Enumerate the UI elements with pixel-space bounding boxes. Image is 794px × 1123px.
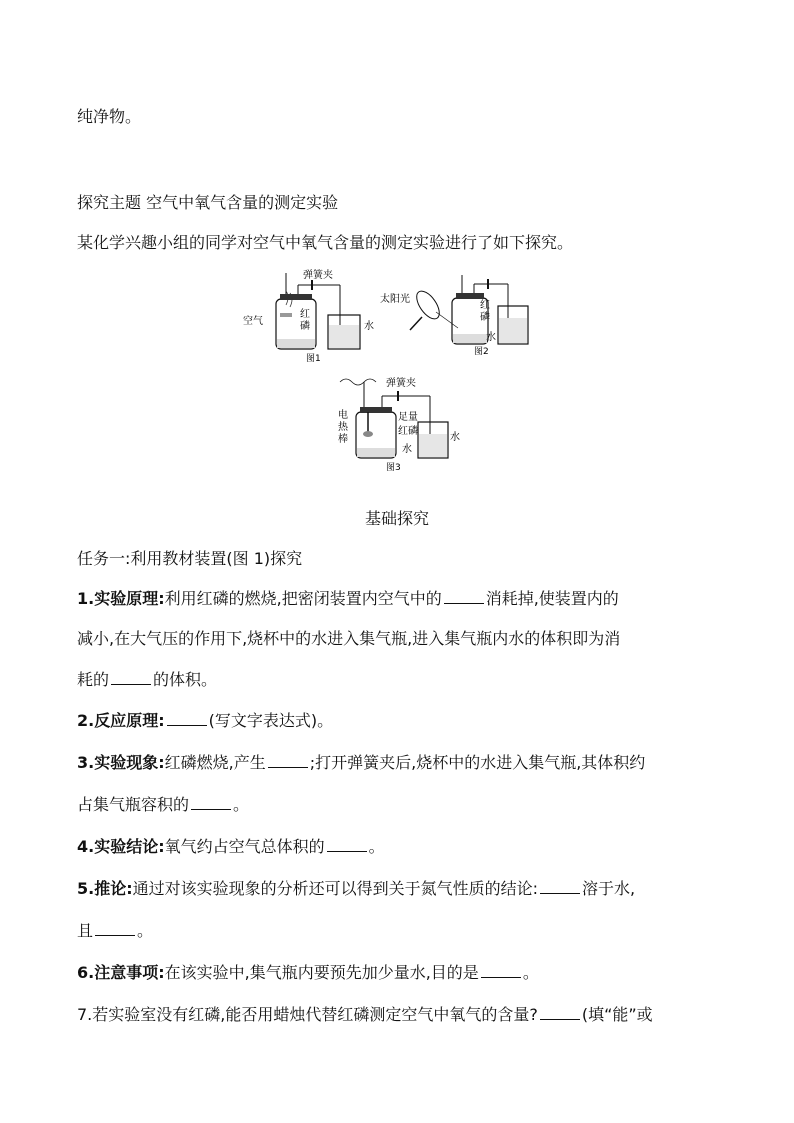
label-sun: 太阳光: [380, 294, 410, 305]
item-number: 5.: [77, 879, 95, 898]
figure-2-apparatus: [380, 270, 540, 365]
continued-text: 纯净物。: [77, 107, 142, 126]
item-1-line-3: [77, 667, 217, 690]
label-rod: 棒: [338, 434, 348, 445]
item-title: 实验结论:: [94, 837, 165, 856]
item-text: 。: [522, 963, 539, 982]
item-text: 。: [368, 837, 385, 856]
label-red: 红: [480, 300, 490, 311]
item-title: 实验现象:: [94, 753, 165, 772]
answer-blank[interactable]: [111, 670, 151, 685]
answer-blank[interactable]: [540, 1005, 580, 1020]
label-water: 水: [364, 321, 374, 332]
item-1-line-2: 减小,在大气压的作用下,烧杯中的水进入集气瓶,进入集气瓶内水的体积即为消: [77, 629, 621, 648]
item-6: [77, 960, 539, 983]
item-number: 3.: [77, 753, 95, 772]
label-red: 红: [300, 309, 310, 320]
item-number: 4.: [77, 837, 95, 856]
spoon: [280, 313, 292, 317]
item-2: [77, 708, 333, 731]
item-title: 反应原理:: [94, 711, 165, 730]
item-text: 的体积。: [153, 670, 218, 689]
item-text: 占集气瓶容积的: [77, 795, 190, 814]
item-text: 在该实验中,集气瓶内要预先加少量水,目的是: [164, 963, 479, 982]
label-phos: 磷: [300, 321, 310, 332]
caption-fig2: 图2: [474, 347, 489, 357]
label-water-inside: 水: [402, 444, 412, 455]
item-5-line-2: [77, 918, 153, 941]
item-text: 溶于水,: [582, 879, 636, 898]
item-text: 耗的: [77, 670, 110, 689]
item-text: 利用红磷的燃烧,把密闭装置内空气中的: [164, 589, 442, 608]
task-1-title: 任务一:利用教材装置(图 1)探究: [77, 549, 303, 568]
item-title: 注意事项:: [94, 963, 165, 982]
item-title: 实验原理:: [94, 589, 165, 608]
label-air: 空气: [243, 316, 263, 327]
answer-blank[interactable]: [268, 753, 308, 768]
label-water: 水: [486, 332, 496, 343]
answer-blank[interactable]: [191, 795, 231, 810]
caption-fig3: 图3: [386, 463, 401, 473]
answer-blank[interactable]: [327, 837, 367, 852]
item-4: [77, 834, 385, 857]
item-text: 红磷燃烧,产生: [164, 753, 266, 772]
item-number: 7.: [77, 1005, 93, 1024]
item-text: 通过对该实验现象的分析还可以得到关于氮气性质的结论:: [132, 879, 539, 898]
item-title: 推论:: [94, 879, 133, 898]
item-text: 且: [77, 921, 94, 940]
answer-blank[interactable]: [540, 879, 580, 894]
item-text: 氧气约占空气总体积的: [164, 837, 325, 856]
caption-fig1: 图1: [306, 354, 321, 364]
label-phos: 磷: [480, 312, 490, 323]
item-text: (写文字表达式)。: [208, 711, 334, 730]
item-3-line-1: [77, 750, 645, 773]
item-3-line-2: [77, 792, 249, 815]
item-number: 6.: [77, 963, 95, 982]
item-text: 若实验室没有红磷,能否用蜡烛代替红磷测定空气中氧气的含量?: [92, 1005, 538, 1024]
figure-3-apparatus: [332, 372, 472, 477]
stopper: [280, 294, 312, 300]
answer-blank[interactable]: [167, 711, 207, 726]
item-text: 消耗掉,使装置内的: [485, 589, 619, 608]
label-clip: 弹簧夹: [303, 270, 333, 281]
label-water-beaker: 水: [450, 432, 460, 443]
magnifier-lens: [412, 287, 443, 322]
item-7: [77, 1002, 653, 1025]
answer-blank[interactable]: [95, 921, 135, 936]
section-heading: 基础探究: [364, 509, 429, 528]
answer-blank[interactable]: [481, 963, 521, 978]
item-text: 。: [233, 795, 250, 814]
item-text: ;打开弹簧夹后,烧杯中的水进入集气瓶,其体积约: [309, 753, 646, 772]
item-text: 。: [137, 921, 154, 940]
item-text: (填“能”或: [581, 1005, 653, 1024]
magnifier-handle: [410, 317, 422, 330]
label-electric: 电: [338, 410, 348, 421]
label-red-phosphorus: 红磷: [398, 426, 418, 437]
wire: [340, 379, 376, 385]
item-number: 2.: [77, 711, 95, 730]
item-5-line-1: [77, 876, 635, 899]
answer-blank[interactable]: [444, 589, 484, 604]
label-heat: 热: [338, 422, 348, 433]
topic-title: 探究主题 空气中氧气含量的测定实验: [77, 193, 339, 212]
label-enough: 足量: [398, 412, 418, 423]
item-1-line-1: [77, 586, 619, 609]
item-number: 1.: [77, 589, 95, 608]
label-clip: 弹簧夹: [386, 378, 416, 389]
intro-text: 某化学兴趣小组的同学对空气中氧气含量的测定实验进行了如下探究。: [77, 233, 574, 252]
figure-1-apparatus: [240, 265, 380, 365]
